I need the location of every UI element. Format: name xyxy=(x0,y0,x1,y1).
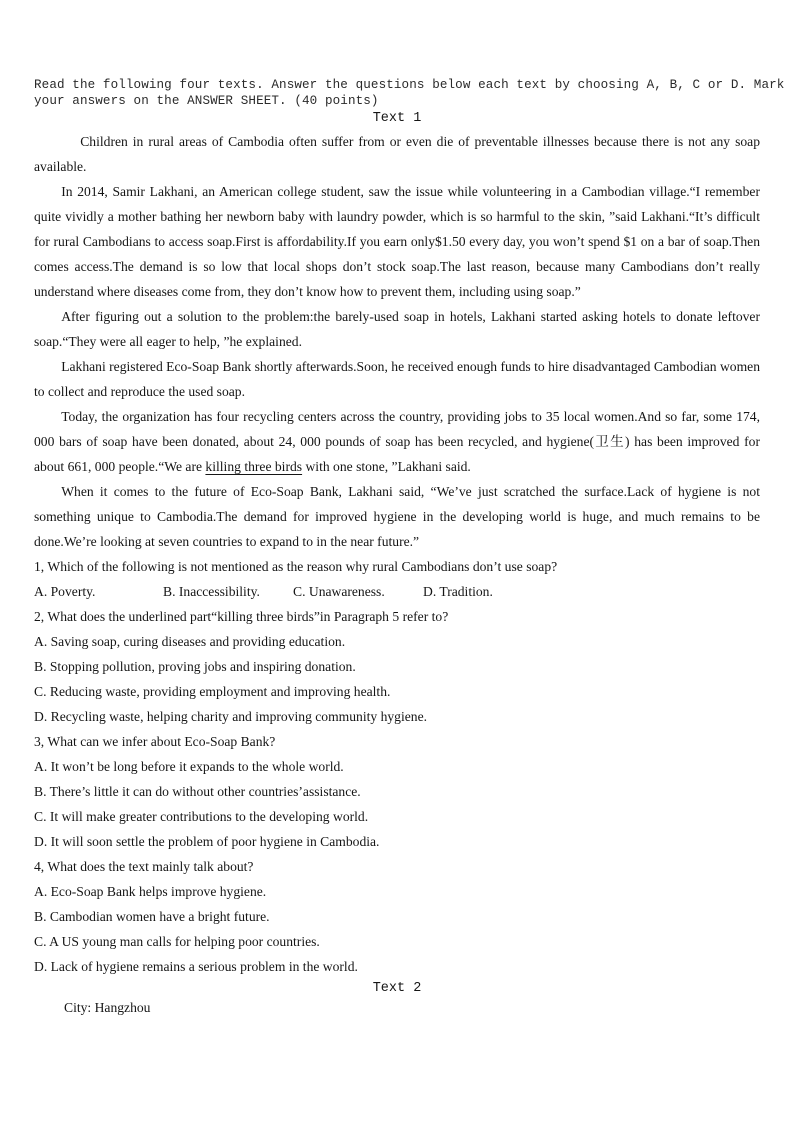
option-text: Unawareness. xyxy=(308,584,385,599)
paragraph-5-text-end: with one stone, ”Lakhani said. xyxy=(302,459,471,474)
option-text: It will make greater contributions to the developing world. xyxy=(49,809,369,824)
underlined-phrase: killing three birds xyxy=(205,459,303,474)
option-text: Tradition. xyxy=(439,584,493,599)
question-2-option-a xyxy=(34,629,760,654)
option-text: Inaccessibility. xyxy=(178,584,260,599)
paragraph-1: Children in rural areas of Cambodia often suffer from or even die of preventable illnesses because there is not any soap available. xyxy=(34,134,760,174)
option-text: Poverty. xyxy=(50,584,96,599)
option-text: Cambodian women have a bright future. xyxy=(49,909,270,924)
question-3-option-a xyxy=(34,754,760,779)
question-1-option-b xyxy=(163,579,293,604)
question-2 xyxy=(34,604,760,629)
option-text: Recycling waste, helping charity and improving community hygiene. xyxy=(50,709,428,724)
text1-title: Text 1 xyxy=(372,111,422,126)
text2-title: Text 2 xyxy=(372,981,422,996)
question-3-option-c xyxy=(34,804,760,829)
question-4-option-c xyxy=(34,929,760,954)
option-label: C. xyxy=(34,684,50,699)
option-label: A. xyxy=(34,759,51,774)
option-label: B. xyxy=(34,784,50,799)
question-2-option-b xyxy=(34,654,760,679)
option-label: C. xyxy=(34,934,50,949)
option-text: It will soon settle the problem of poor hygiene in Cambodia. xyxy=(50,834,380,849)
paragraph-6: When it comes to the future of Eco-Soap Bank, Lakhani said, “We’ve just scratched the surface.Lack of hygiene is not something unique to Cambodia.The demand for improved hygiene in the developing world is huge, and much remains to be done.We’re looking at seven countries to expand to in the near future.” xyxy=(34,484,760,549)
question-1 xyxy=(34,554,760,579)
instructions-line-2: your answers on the ANSWER SHEET. (40 points) xyxy=(34,93,379,108)
option-label: D. xyxy=(34,834,51,849)
question-2-number: 2, xyxy=(34,609,48,624)
question-4 xyxy=(34,854,760,879)
option-label: B. xyxy=(34,909,50,924)
question-4-option-d xyxy=(34,954,760,979)
question-3-number: 3, xyxy=(34,734,48,749)
paragraph-3: After figuring out a solution to the problem:the barely-used soap in hotels, Lakhani started asking hotels to donate leftover soap.“They were all eager to help, ”he explained. xyxy=(34,309,760,349)
text1-questions xyxy=(34,554,760,979)
option-label: C. xyxy=(34,809,50,824)
question-1-option-d xyxy=(423,579,493,604)
option-text: Reducing waste, providing employment and improving health. xyxy=(49,684,391,699)
paragraph-2: In 2014, Samir Lakhani, an American college student, saw the issue while volunteering in a Cambodian village.“I remember quite vividly a mother bathing her newborn baby with laundry powder, which is so harmful to the skin, ”said Lakhani.“It’s difficult for rural Cambodians to access soap.First is affordability.If you earn only$1.50 every day, you won’t spend $1 on a bar of soap.Then comes access.The demand is so low that local shops don’t stock soap.The last reason, because many Cambodians don’t really understand where diseases come from, they don’t know how to prevent them, including using soap.” xyxy=(34,184,760,299)
option-text: Eco-Soap Bank helps improve hygiene. xyxy=(50,884,267,899)
option-label: A. xyxy=(34,884,51,899)
option-label: B. xyxy=(163,584,179,599)
option-text: Lack of hygiene remains a serious problem in the world. xyxy=(50,959,358,974)
question-3 xyxy=(34,729,760,754)
option-label: A. xyxy=(34,634,51,649)
option-text: A US young man calls for helping poor countries. xyxy=(49,934,320,949)
text1-passage xyxy=(34,129,760,554)
option-text: Saving soap, curing diseases and providing education. xyxy=(50,634,346,649)
option-label: D. xyxy=(34,959,51,974)
paragraph-4: Lakhani registered Eco-Soap Bank shortly afterwards.Soon, he received enough funds to hire disadvantaged Cambodian women to collect and reproduce the used soap. xyxy=(34,359,760,399)
question-1-number: 1, xyxy=(34,559,48,574)
option-text: It won’t be long before it expands to the whole world. xyxy=(50,759,344,774)
question-4-number: 4, xyxy=(34,859,48,874)
exam-instructions xyxy=(34,78,785,109)
instructions-line-1: Read the following four texts. Answer the questions below each text by choosing A, B, C or D. Mark xyxy=(34,78,785,92)
question-4-text: What does the text mainly talk about? xyxy=(47,859,254,874)
question-3-option-b xyxy=(34,779,760,804)
option-label: A. xyxy=(34,584,51,599)
option-label: D. xyxy=(423,584,440,599)
paragraph-5 xyxy=(34,404,760,479)
question-4-option-b xyxy=(34,904,760,929)
question-2-option-c xyxy=(34,679,760,704)
option-text: There’s little it can do without other countries’assistance. xyxy=(49,784,361,799)
question-4-option-a xyxy=(34,879,760,904)
question-3-option-d xyxy=(34,829,760,854)
option-label: D. xyxy=(34,709,51,724)
question-2-option-d xyxy=(34,704,760,729)
option-text: Stopping pollution, proving jobs and inspiring donation. xyxy=(49,659,356,674)
question-3-text: What can we infer about Eco-Soap Bank? xyxy=(47,734,276,749)
question-1-text: Which of the following is not mentioned as the reason why rural Cambodians don’t use soap? xyxy=(47,559,558,574)
option-label: C. xyxy=(293,584,309,599)
question-1-option-c xyxy=(293,579,423,604)
paragraph-5-text: Today, the organization has four recycling centers across the country, providing jobs to 35 local women.And so far, some 174, 000 bars of soap have been donated, about 24, 000 pounds of soap has been recycled, and hygiene(卫生) has been improved for about 661, 000 people.“We are xyxy=(34,409,760,474)
option-label: B. xyxy=(34,659,50,674)
question-2-text: What does the underlined part“killing three birds”in Paragraph 5 refer to? xyxy=(47,609,449,624)
text2-city-line: City: Hangzhou xyxy=(64,1000,151,1015)
question-1-option-a xyxy=(34,579,163,604)
question-1-options xyxy=(34,579,760,604)
